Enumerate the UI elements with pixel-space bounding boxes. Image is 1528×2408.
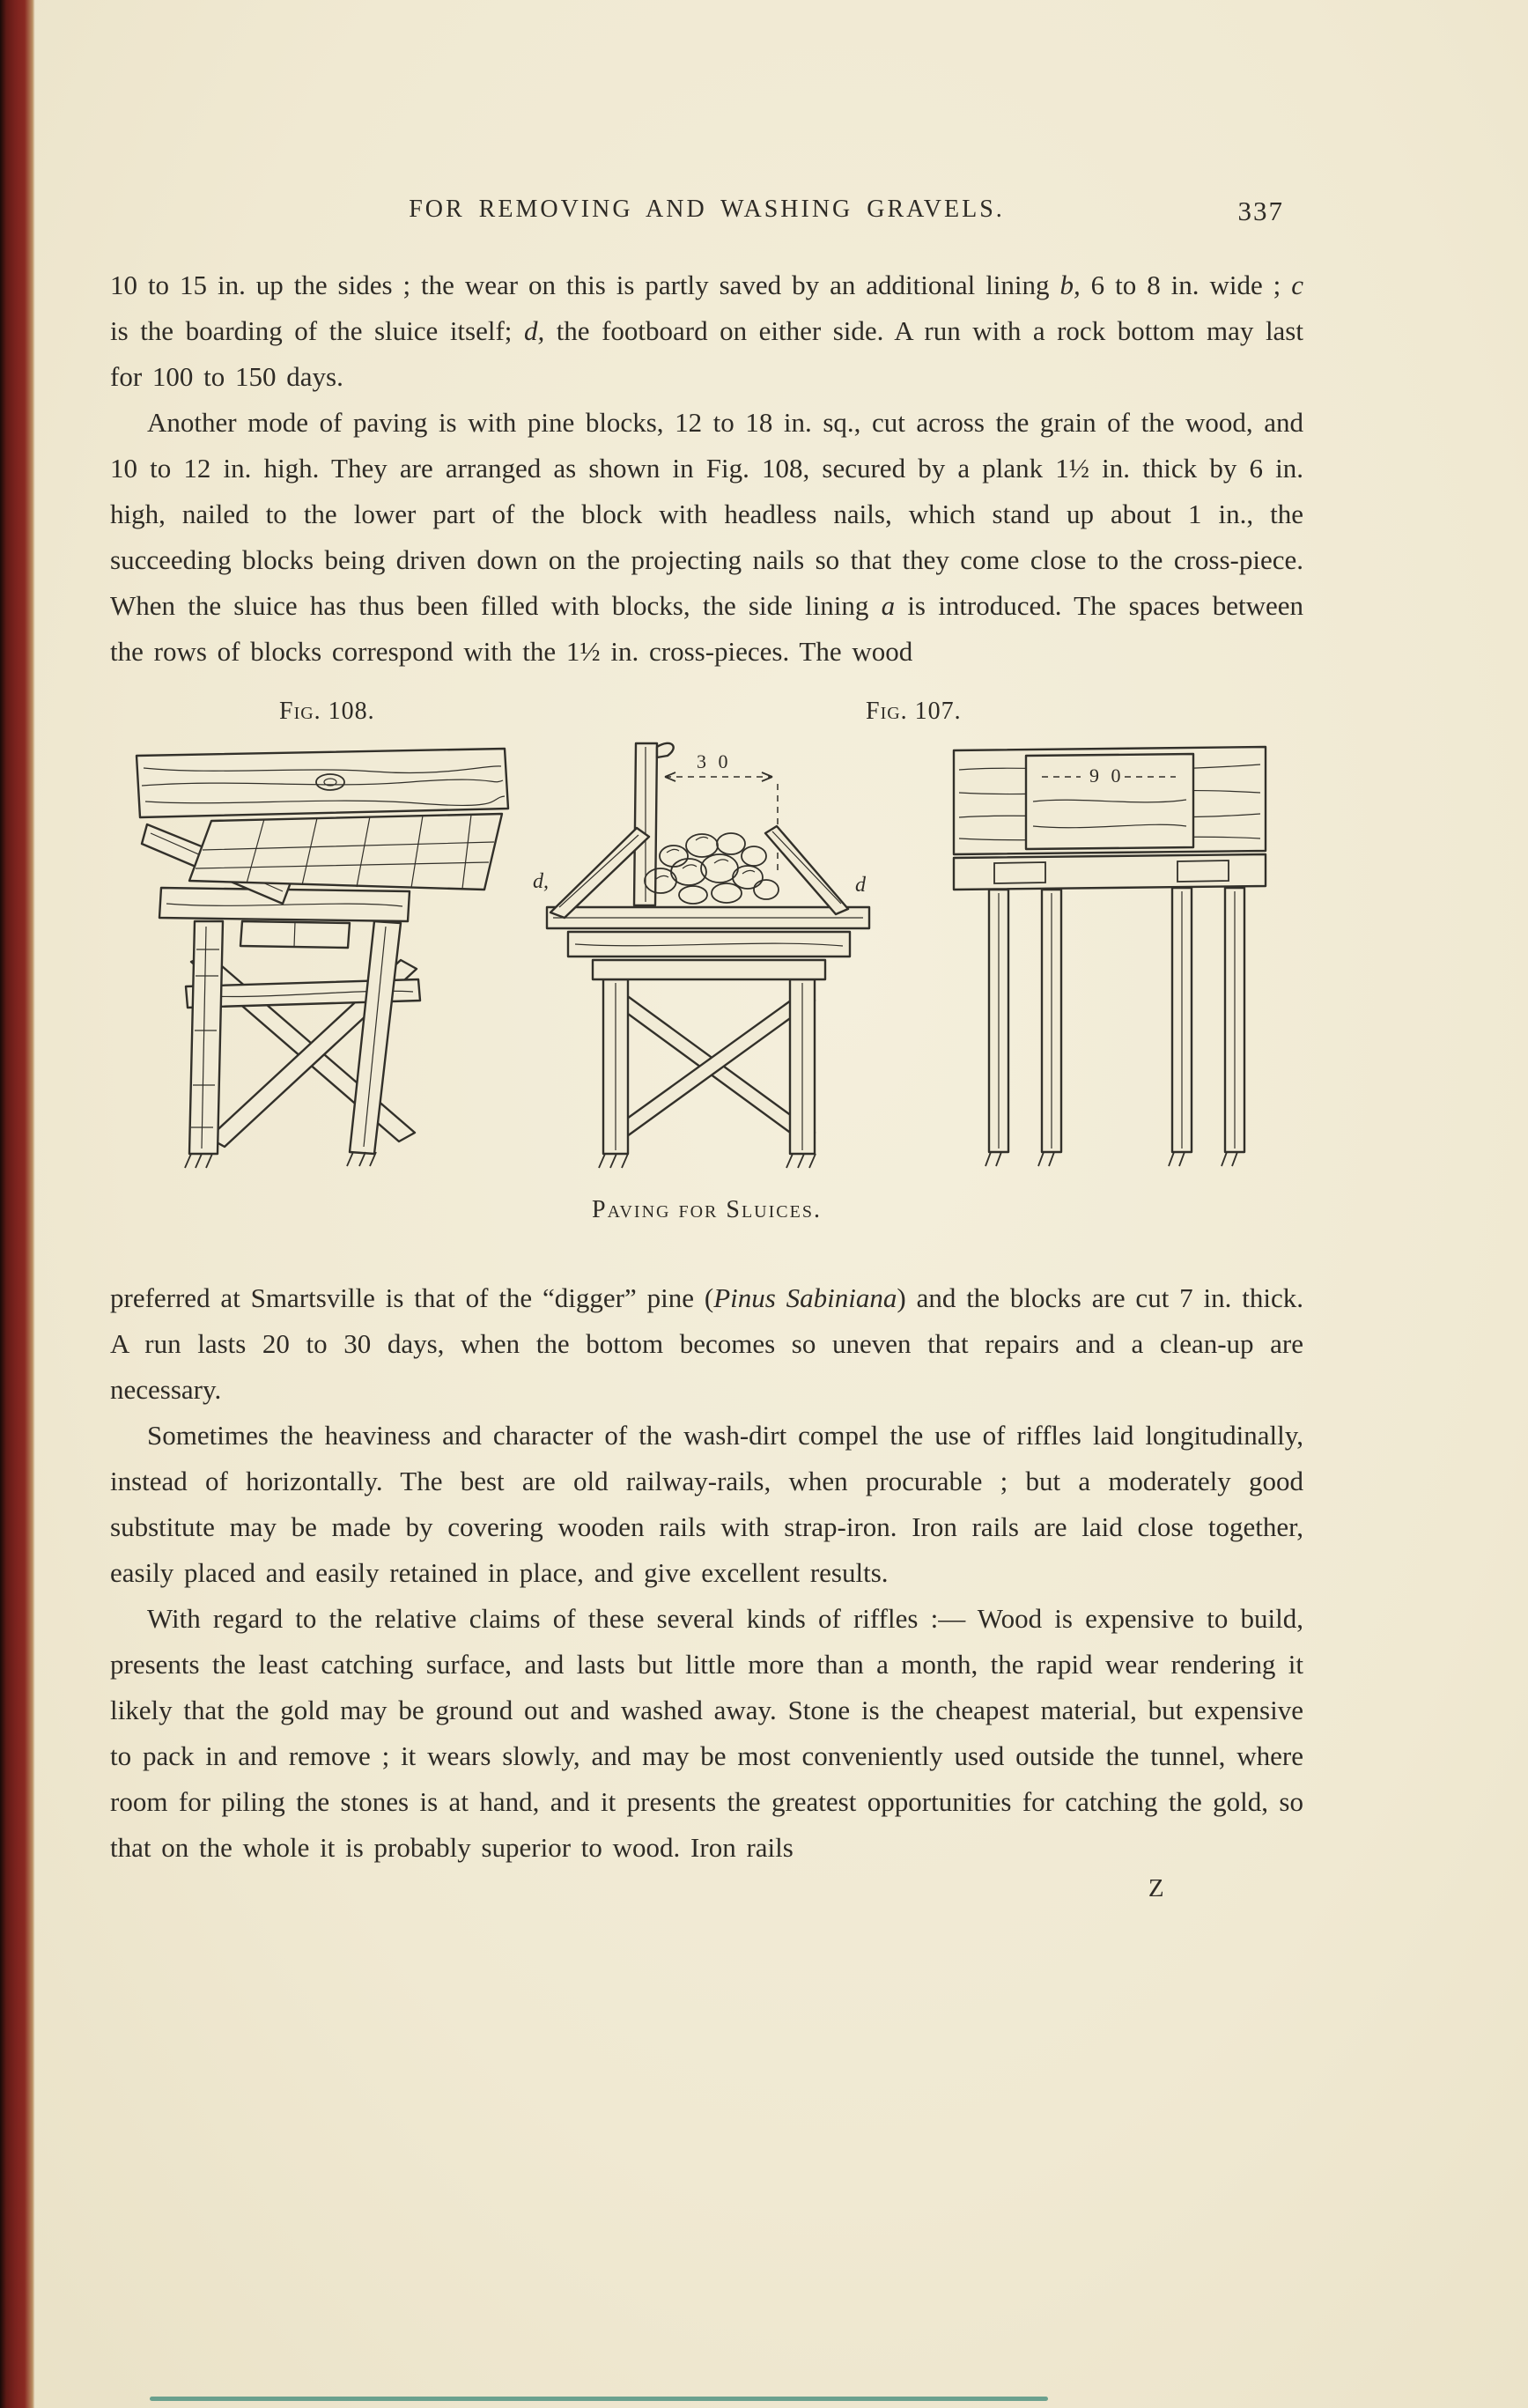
figure-captions-row	[110, 698, 1303, 735]
figure-107-end-drawing	[954, 747, 1266, 1166]
figure-group-caption: Paving for Sluices.	[592, 1196, 822, 1223]
figure-107-section-drawing	[533, 743, 869, 1168]
paragraph: 10 to 15 in. up the sides ; the wear on this is partly saved by an additional lining b, 6 to 8 in. wide ; c is the boarding of the sluice itself; d, the footboard on either side. A run with a rock bottom may last for 100 to 150 days.	[110, 270, 1303, 392]
figure-108-caption: Fig. 108.	[279, 698, 375, 725]
scan-artifact-streak	[150, 2397, 1048, 2401]
binding-edge	[0, 0, 35, 2408]
page-number: 337	[1237, 196, 1284, 226]
paragraph: Sometimes the heaviness and character of the wash-dirt compel the use of riffles laid longitudinally, instead of horizontally. The best are old railway-rails, when procurable ; but a moderately good substitute may be made by covering wooden rails with strap-iron. Iron rails are laid close together, easily placed and easily retained in place, and give excellent results.	[110, 1420, 1303, 1588]
figure-107-caption: Fig. 107.	[866, 698, 962, 725]
page-title: FOR REMOVING AND WASHING GRAVELS.	[409, 196, 1005, 223]
text-block-top	[110, 262, 1303, 675]
dim-label-3-0: 3 0	[697, 750, 732, 772]
running-header	[110, 196, 1303, 224]
figures-illustration	[110, 740, 1303, 1189]
signature-mark: Z	[1148, 1874, 1164, 1902]
page-content	[110, 0, 1303, 1903]
dim-label-9-0: 9 0	[1089, 765, 1125, 787]
text-block-bottom	[110, 1275, 1303, 1871]
paragraph: With regard to the relative claims of these several kinds of riffles :— Wood is expensive to build, presents the least catching surface, and lasts but little more than a month, the rapid wear rendering it likely that the gold may be ground out and washed away. Stone is the cheapest material, but expensive to pack in and remove ; it wears slowly, and may be most conveniently used outside the tunnel, where room for piling the stones is at hand, and it presents the greatest opportunities for catching the gold, so that on the whole it is probably superior to wood. Iron rails	[110, 1603, 1303, 1863]
cobble-paving	[645, 833, 779, 904]
figure-108-drawing	[137, 749, 508, 1168]
paragraph: Another mode of paving is with pine blocks, 12 to 18 in. sq., cut across the grain of the wood, and 10 to 12 in. high. They are arranged as shown in Fig. 108, secured by a plank 1½ in. thick by 6 in. high, nailed to the lower part of the block with headless nails, which stand up about 1 in., the succeeding blocks being driven down on the projecting nails so that they come close to the cross-piece. When the sluice has thus been filled with blocks, the side lining a is introduced. The spaces between the rows of blocks correspond with the 1½ in. cross-pieces. The wood	[110, 407, 1303, 667]
label-d-right: d	[855, 874, 866, 897]
paragraph: preferred at Smartsville is that of the “digger” pine (Pinus Sabiniana) and the blocks are cut 7 in. thick. A run lasts 20 to 30 days, when the bottom becomes so uneven that repairs and a clean-up are necessary.	[110, 1282, 1303, 1405]
label-d-left: d,	[533, 870, 549, 893]
